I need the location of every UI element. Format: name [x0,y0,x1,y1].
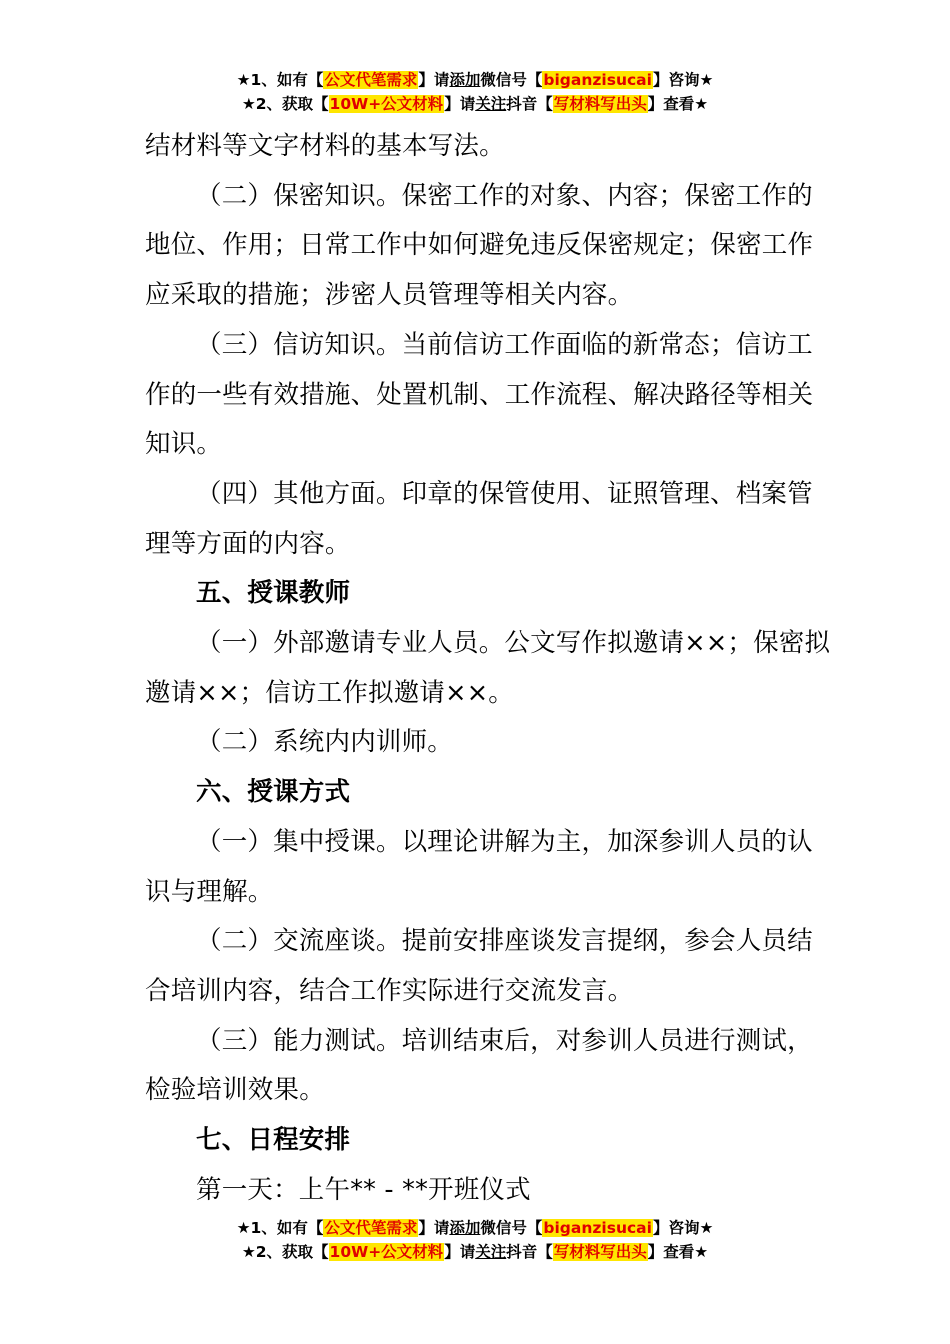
banner-text: 】请 [418,71,450,89]
star-icon: ★ [241,1243,256,1261]
banner-text: 】请 [418,1219,450,1237]
banner-text: 】咨询 [652,1219,700,1237]
star-icon: ★ [236,1219,251,1237]
banner-line-2 [0,1240,950,1264]
banner-underlined: 关注 [475,1243,507,1261]
paragraph: （三）信访知识。当前信访工作面临的新常态；信访工作的一些有效措施、处置机制、工作流程、解决路径等相关知识。 [145,329,814,460]
paragraph: 结材料等文字材料的基本写法。 [145,131,505,161]
banner-line-1 [0,1216,950,1240]
paragraph: （二）交流座谈。提前安排座谈发言提纲，参会人员结合培训内容，结合工作实际进行交流发言。 [145,926,813,1006]
section-heading: 六、授课方式 [196,777,351,808]
star-icon: ★ [699,71,714,89]
highlight-materials: 10W+公文材料 [329,95,444,113]
banner-text: 】咨询 [652,71,700,89]
banner-text: 】查看 [647,1243,695,1261]
banner-text: 微信号【 [480,1219,543,1237]
banner-text: 1、如有【 [250,1219,324,1237]
star-icon: ★ [699,1219,714,1237]
highlight-douyin: 写材料写出头 [553,95,647,113]
banner-text: 1、如有【 [250,71,324,89]
banner-underlined: 添加 [449,1219,481,1237]
banner-text: 抖音【 [506,1243,553,1261]
banner-text: 抖音【 [506,95,553,113]
highlight-douyin: 写材料写出头 [553,1243,647,1261]
footer-banner [0,1216,950,1264]
paragraph: （一）外部邀请专业人员。公文写作拟邀请××；保密拟邀请××；信访工作拟邀请××。 [145,628,831,708]
highlight-wechat-id: biganzisucai [543,1219,652,1237]
document-body [145,122,835,1215]
star-icon: ★ [694,95,709,113]
paragraph: 第一天：上午** - **开班仪式 [196,1174,531,1205]
banner-text: 】查看 [647,95,695,113]
highlight-wechat-id: biganzisucai [543,71,652,89]
header-banner [0,68,950,116]
banner-line-1 [0,68,950,92]
banner-line-2 [0,92,950,116]
banner-underlined: 关注 [475,95,507,113]
paragraph: （二）系统内内训师。 [196,727,454,758]
star-icon: ★ [241,95,256,113]
banner-text: 2、获取【 [255,1243,329,1261]
highlight-materials: 10W+公文材料 [329,1243,444,1261]
highlight-ghostwriting: 公文代笔需求 [324,1219,418,1237]
section-heading: 五、授课教师 [196,578,351,609]
banner-text: 微信号【 [480,71,543,89]
banner-text: 2、获取【 [255,95,329,113]
paragraph: （二）保密知识。保密工作的对象、内容；保密工作的地位、作用；日常工作中如何避免违反保密规定；保密工作应采取的措施；涉密人员管理等相关内容。 [145,180,814,311]
paragraph: （一）集中授课。以理论讲解为主，加深参训人员的认识与理解。 [145,826,813,907]
star-icon: ★ [694,1243,709,1261]
banner-underlined: 添加 [449,71,481,89]
star-icon: ★ [236,71,251,89]
paragraph: （四）其他方面。印章的保管使用、证照管理、档案管理等方面的内容。 [145,478,813,559]
banner-text: 】请 [444,1243,476,1261]
banner-text: 】请 [444,95,476,113]
paragraph: （三）能力测试。培训结束后，对参训人员进行测试，检验培训效果。 [145,1025,813,1106]
section-heading: 七、日程安排 [196,1125,351,1156]
highlight-ghostwriting: 公文代笔需求 [324,71,418,89]
